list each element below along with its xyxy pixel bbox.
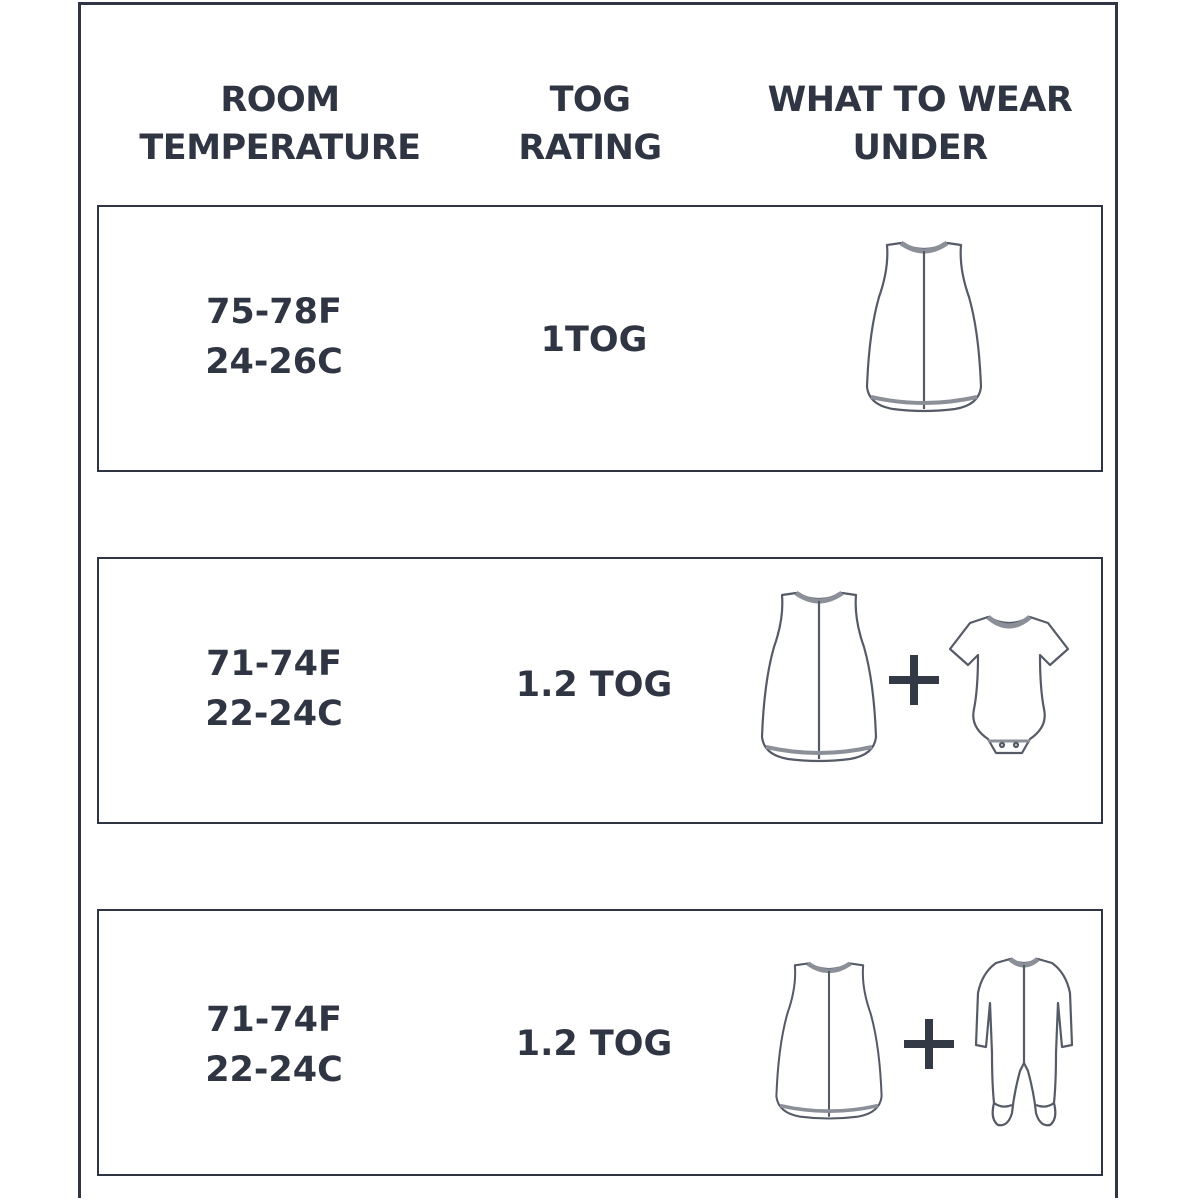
- sleep-sack-icon: [769, 951, 889, 1131]
- temp-fahrenheit: 71-74F: [206, 1000, 342, 1040]
- header-what-to-wear: [760, 76, 1080, 172]
- plus-icon: [889, 655, 939, 705]
- table-row: [97, 909, 1103, 1176]
- sleep-sack-icon: [754, 587, 884, 767]
- header-room-temperature: [130, 76, 430, 172]
- header-what-to-wear-line2: UNDER: [852, 128, 988, 168]
- header-tog-rating-line2: RATING: [518, 128, 662, 168]
- header-tog-rating: [470, 76, 710, 172]
- room-temperature-cell: [159, 995, 389, 1095]
- header-room-temperature-line1: ROOM: [220, 80, 340, 120]
- plus-icon: [904, 1019, 954, 1069]
- temp-fahrenheit: 75-78F: [206, 292, 342, 332]
- tog-rating-cell: 1TOG: [540, 320, 648, 360]
- table-row: [97, 557, 1103, 824]
- header-room-temperature-line2: TEMPERATURE: [139, 128, 421, 168]
- room-temperature-cell: [159, 639, 389, 739]
- sleep-sack-icon: [859, 237, 989, 417]
- table-row: [97, 205, 1103, 472]
- temp-fahrenheit: 71-74F: [206, 644, 342, 684]
- footed-sleeper-icon: [974, 953, 1074, 1133]
- temp-celsius: 22-24C: [205, 694, 343, 734]
- room-temperature-cell: [159, 287, 389, 387]
- tog-rating-cell: 1.2 TOG: [515, 665, 673, 705]
- tog-rating-cell: 1.2 TOG: [515, 1024, 673, 1064]
- header-tog-rating-line1: TOG: [549, 80, 631, 120]
- temp-celsius: 22-24C: [205, 1050, 343, 1090]
- header-what-to-wear-line1: WHAT TO WEAR: [767, 80, 1073, 120]
- temp-celsius: 24-26C: [205, 342, 343, 382]
- short-sleeve-bodysuit-icon: [944, 609, 1074, 759]
